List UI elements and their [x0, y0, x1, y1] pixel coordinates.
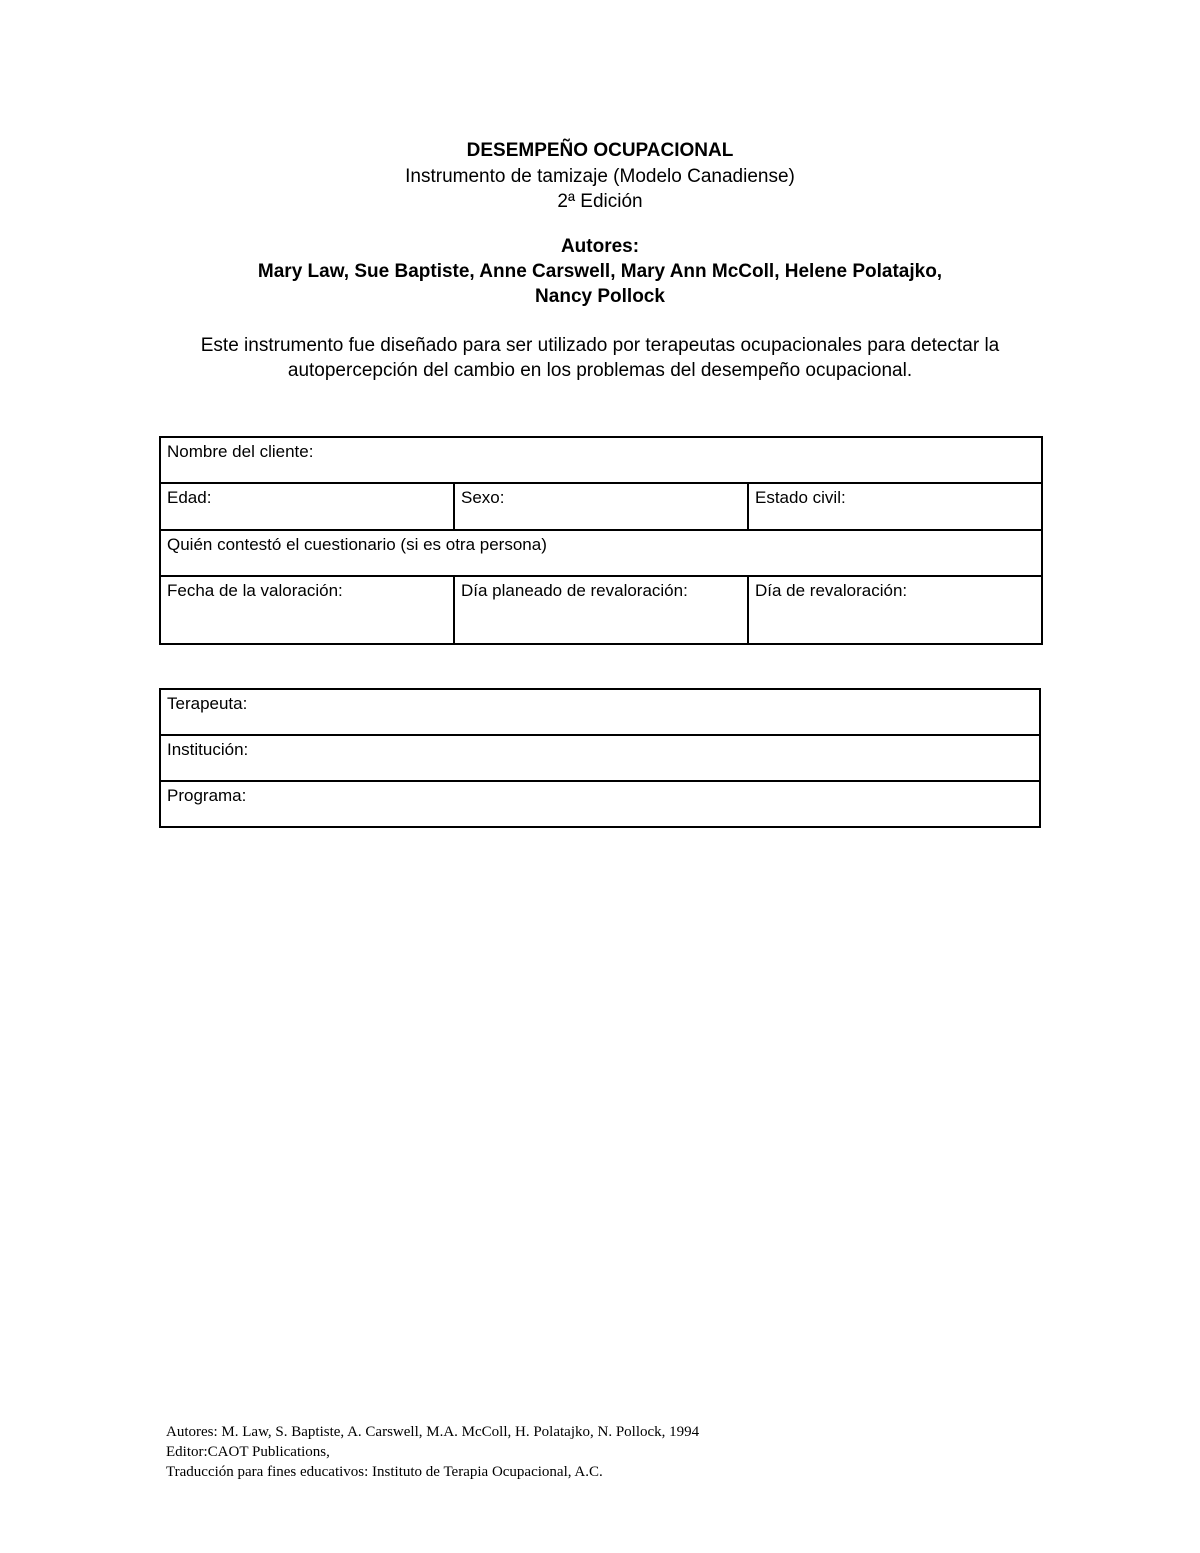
instrument-description: Este instrumento fue diseñado para ser utilizado por terapeutas ocupacionales para detectar la autopercepción del cambio en los problemas del desempeño ocupacional.: [200, 335, 1000, 381]
planned-reassessment-field[interactable]: [454, 576, 748, 644]
client-name-label: Nombre del cliente:: [167, 442, 314, 461]
sex-label: Sexo:: [461, 488, 505, 507]
client-name-field[interactable]: [160, 437, 1042, 483]
program-field[interactable]: [160, 781, 1040, 827]
planned-reassessment-label: Día planeado de revaloración:: [461, 581, 688, 600]
marital-status-field[interactable]: [748, 483, 1042, 530]
client-info-table: [159, 436, 1043, 645]
institution-label: Institución:: [167, 740, 249, 759]
therapist-info-table: [159, 688, 1041, 828]
footer-authors: Autores: M. Law, S. Baptiste, A. Carswell, M.A. McColl, H. Polatajko, N. Pollock, 1994: [166, 1424, 700, 1440]
edition-label: 2ª Edición: [557, 191, 643, 212]
therapist-field[interactable]: [160, 689, 1040, 735]
footer-translation: Traducción para fines educativos: Instituto de Terapia Ocupacional, A.C.: [166, 1464, 603, 1480]
reassessment-day-field[interactable]: [748, 576, 1042, 644]
respondent-label: Quién contestó el cuestionario (si es otra persona): [167, 535, 547, 554]
assessment-date-label: Fecha de la valoración:: [167, 581, 343, 600]
reassessment-day-label: Día de revaloración:: [755, 581, 908, 600]
document-subtitle: Instrumento de tamizaje (Modelo Canadiense): [405, 166, 795, 187]
respondent-field[interactable]: [160, 530, 1042, 576]
age-label: Edad:: [167, 488, 212, 507]
marital-status-label: Estado civil:: [755, 488, 846, 507]
therapist-label: Terapeuta:: [167, 694, 248, 713]
footer-editor: Editor:CAOT Publications,: [166, 1444, 330, 1460]
authors-names-line2: Nancy Pollock: [535, 286, 665, 307]
institution-field[interactable]: [160, 735, 1040, 781]
program-label: Programa:: [167, 786, 247, 805]
sex-field[interactable]: [454, 483, 748, 530]
document-header: [0, 138, 1200, 383]
authors-names-line1: Mary Law, Sue Baptiste, Anne Carswell, Mary Ann McColl, Helene Polatajko,: [257, 261, 943, 282]
document-footer: [166, 1422, 699, 1482]
document-title: DESEMPEÑO OCUPACIONAL: [466, 140, 734, 161]
age-field[interactable]: [160, 483, 454, 530]
authors-heading: Autores:: [560, 236, 640, 257]
assessment-date-field[interactable]: [160, 576, 454, 644]
